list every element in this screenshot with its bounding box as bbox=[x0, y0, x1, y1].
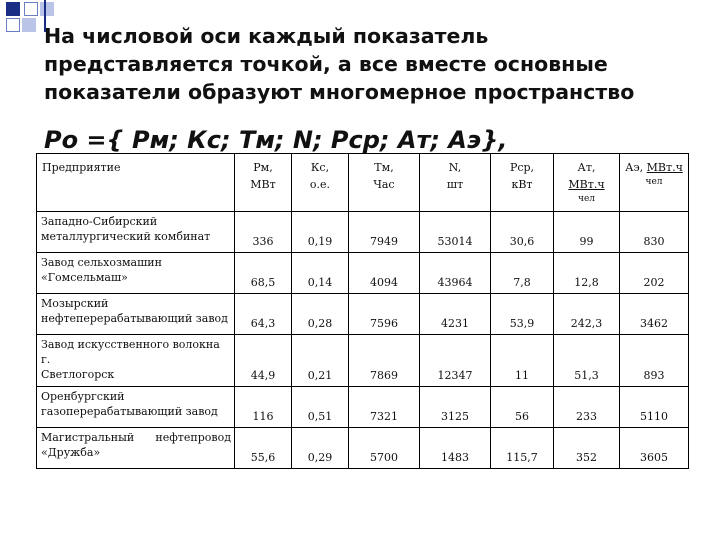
table-row bbox=[37, 387, 689, 428]
table-row bbox=[37, 212, 689, 253]
header-pm: Рм, МВт bbox=[235, 154, 292, 212]
cell-pcp: 7,8 bbox=[491, 253, 554, 294]
cell-n: 12347 bbox=[420, 335, 491, 387]
table-row bbox=[37, 428, 689, 469]
cell-kc: 0,51 bbox=[292, 387, 349, 428]
cell-pm: 116 bbox=[235, 387, 292, 428]
cell-at: 352 bbox=[554, 428, 620, 469]
cell-tm: 5700 bbox=[349, 428, 420, 469]
decor-square-4 bbox=[6, 18, 20, 32]
cell-tm: 7321 bbox=[349, 387, 420, 428]
heading-line-1: На числовой оси каждый показатель bbox=[44, 24, 489, 48]
cell-kc: 0,14 bbox=[292, 253, 349, 294]
cell-kc: 0,29 bbox=[292, 428, 349, 469]
cell-n: 3125 bbox=[420, 387, 491, 428]
cell-at: 99 bbox=[554, 212, 620, 253]
table-row bbox=[37, 335, 689, 387]
cell-ae: 893 bbox=[620, 335, 689, 387]
header-ae: Аэ, МВт.ч чел bbox=[620, 154, 689, 212]
cell-ae: 202 bbox=[620, 253, 689, 294]
cell-tm: 7869 bbox=[349, 335, 420, 387]
enterprise-name: Мозырский нефтеперерабатывающий завод bbox=[37, 294, 235, 335]
cell-ae: 3605 bbox=[620, 428, 689, 469]
cell-pm: 68,5 bbox=[235, 253, 292, 294]
cell-pcp: 53,9 bbox=[491, 294, 554, 335]
table-header-row bbox=[37, 154, 689, 212]
enterprise-name: Завод сельхозмашин «Гомсельмаш» bbox=[37, 253, 235, 294]
table-row bbox=[37, 253, 689, 294]
cell-pm: 44,9 bbox=[235, 335, 292, 387]
cell-kc: 0,28 bbox=[292, 294, 349, 335]
cell-n: 43964 bbox=[420, 253, 491, 294]
cell-kc: 0,19 bbox=[292, 212, 349, 253]
header-n: N, шт bbox=[420, 154, 491, 212]
header-tm: Тм, Час bbox=[349, 154, 420, 212]
cell-at: 12,8 bbox=[554, 253, 620, 294]
cell-pm: 64,3 bbox=[235, 294, 292, 335]
cell-tm: 7596 bbox=[349, 294, 420, 335]
header-kc: Кс, о.е. bbox=[292, 154, 349, 212]
cell-at: 242,3 bbox=[554, 294, 620, 335]
header-at: Ат, МВт.ч чел bbox=[554, 154, 620, 212]
table-row bbox=[37, 294, 689, 335]
cell-ae: 3462 bbox=[620, 294, 689, 335]
enterprise-table bbox=[36, 153, 689, 469]
cell-at: 233 bbox=[554, 387, 620, 428]
cell-pcp: 11 bbox=[491, 335, 554, 387]
cell-pcp: 56 bbox=[491, 387, 554, 428]
enterprise-name: Магистральный нефтепровод «Дружба» bbox=[37, 428, 235, 469]
cell-ae: 830 bbox=[620, 212, 689, 253]
enterprise-name: Западно-Сибирский металлургический комбинат bbox=[37, 212, 235, 253]
cell-n: 53014 bbox=[420, 212, 491, 253]
heading-line-3: показатели образуют многомерное пространство bbox=[44, 80, 635, 104]
decor-square-5 bbox=[22, 18, 36, 32]
cell-pcp: 115,7 bbox=[491, 428, 554, 469]
heading-line-2: представляется точкой, а все вместе основные bbox=[44, 52, 608, 76]
cell-tm: 4094 bbox=[349, 253, 420, 294]
enterprise-name: Оренбургский газоперерабатывающий завод bbox=[37, 387, 235, 428]
header-enterprise: Предприятие bbox=[37, 154, 235, 212]
enterprise-name: Завод искусственного волокна г. Светлогорск bbox=[37, 335, 235, 387]
cell-n: 1483 bbox=[420, 428, 491, 469]
formula: Ро ={ Рм; Кс; Тм; N; Рср; Ат; Аэ}, bbox=[44, 126, 508, 154]
cell-ae: 5110 bbox=[620, 387, 689, 428]
header-pcp: Рср, кВт bbox=[491, 154, 554, 212]
cell-kc: 0,21 bbox=[292, 335, 349, 387]
cell-tm: 7949 bbox=[349, 212, 420, 253]
decor-square-2 bbox=[24, 2, 38, 16]
decor-square-1 bbox=[6, 2, 20, 16]
slide-heading bbox=[44, 22, 704, 106]
cell-pcp: 30,6 bbox=[491, 212, 554, 253]
cell-pm: 55,6 bbox=[235, 428, 292, 469]
cell-pm: 336 bbox=[235, 212, 292, 253]
cell-n: 4231 bbox=[420, 294, 491, 335]
decor-square-3 bbox=[40, 2, 54, 16]
cell-at: 51,3 bbox=[554, 335, 620, 387]
